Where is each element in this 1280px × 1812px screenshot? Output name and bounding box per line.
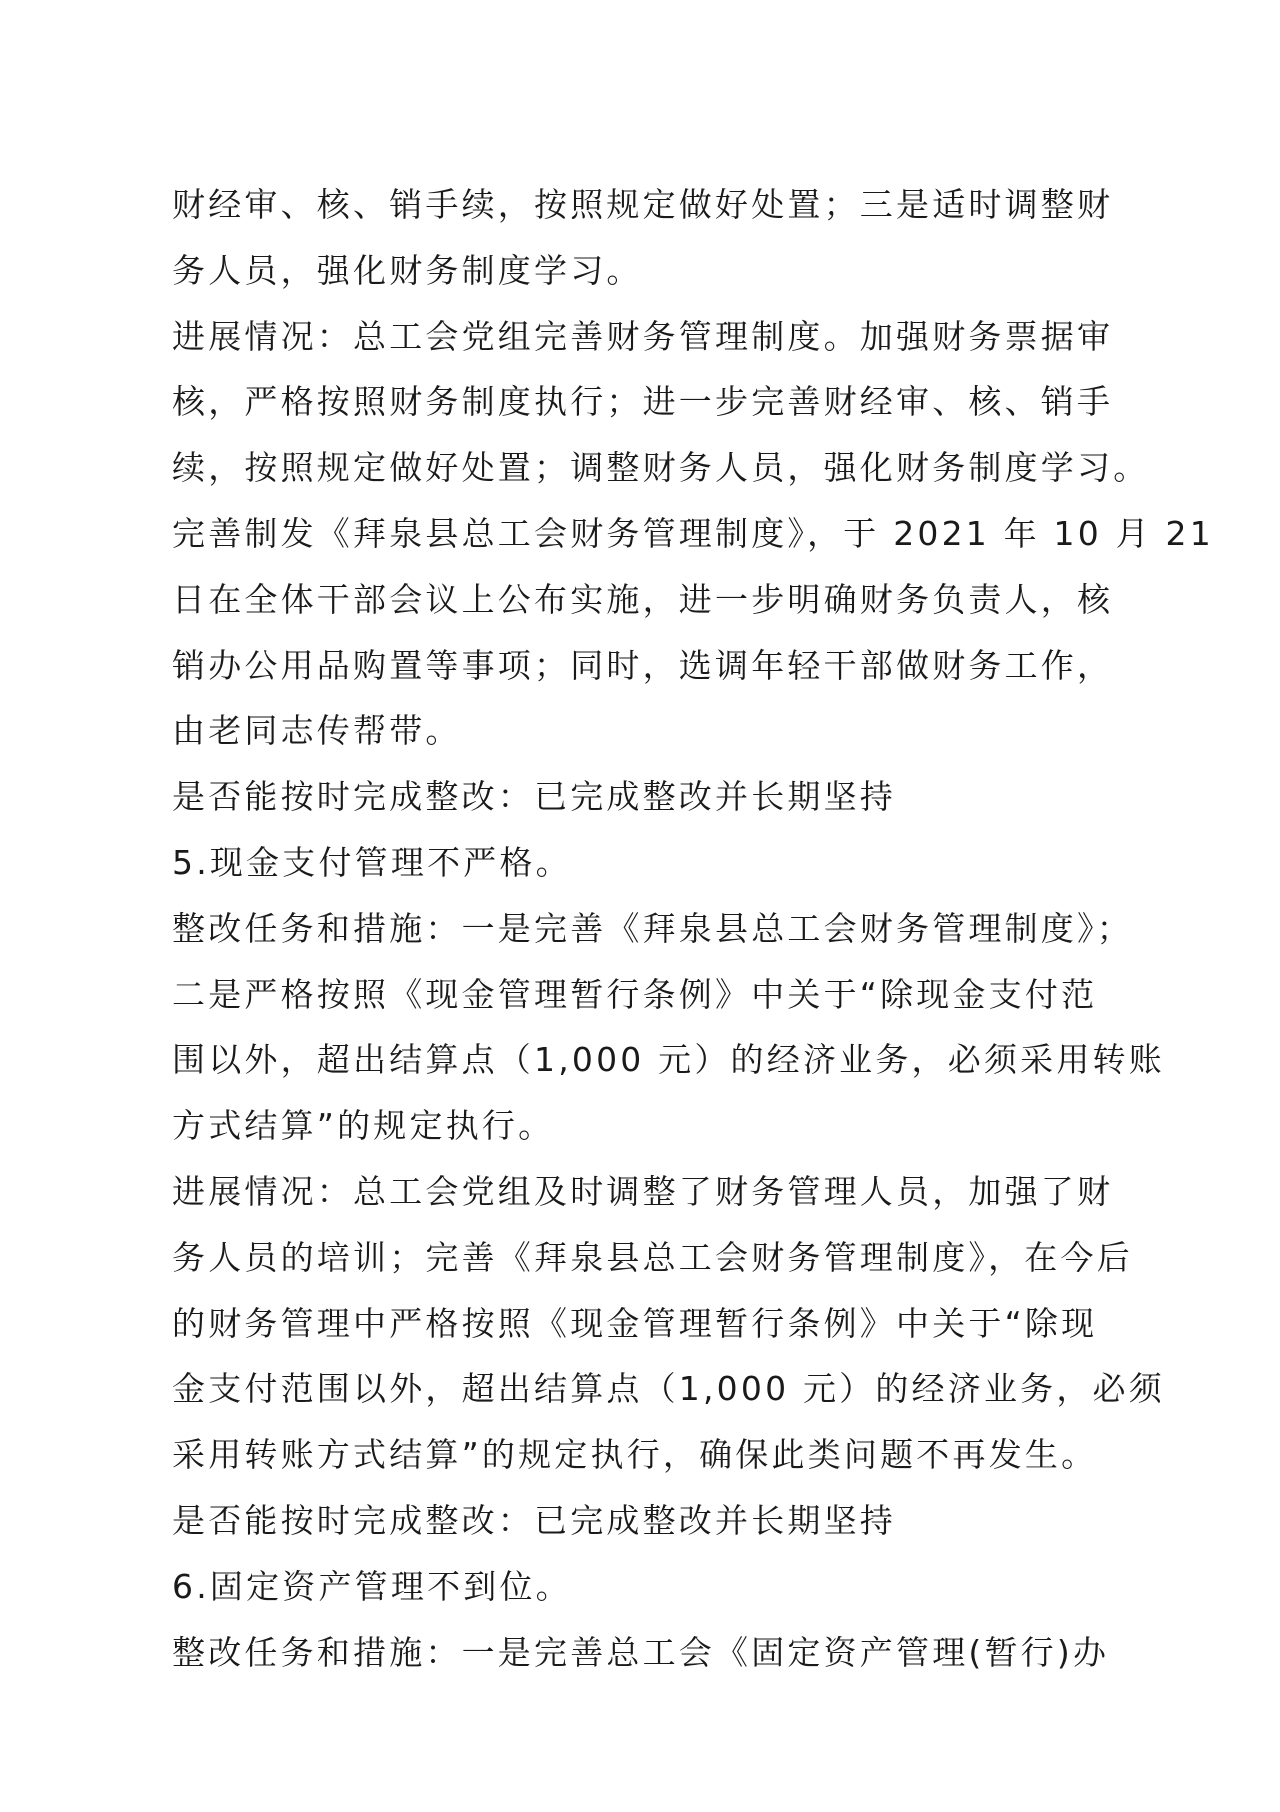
text-line: 整改任务和措施：一是完善总工会《固定资产管理(暂行)办 [172, 1632, 1110, 1672]
text-line: 围以外，超出结算点（1,000 元）的经济业务，必须采用转账 [172, 1040, 1165, 1080]
text-line: 核，严格按照财务制度执行；进一步完善财经审、核、销手 [172, 382, 1114, 422]
text-line: 务人员，强化财务制度学习。 [172, 250, 643, 290]
document-body [172, 172, 1214, 1685]
text-line: 销办公用品购置等事项；同时，选调年轻干部做财务工作， [172, 645, 1114, 685]
text-line: 采用转账方式结算”的规定执行，确保此类问题不再发生。 [172, 1435, 1098, 1475]
text-line: 二是严格按照《现金管理暂行条例》中关于“除现金支付范 [172, 974, 1098, 1014]
section-heading: 5.现金支付管理不严格。 [172, 842, 572, 882]
section-heading: 6.固定资产管理不到位。 [172, 1566, 572, 1606]
text-line: 由老同志传帮带。 [172, 711, 462, 751]
text-line: 整改任务和措施：一是完善《拜泉县总工会财务管理制度》； [172, 908, 1133, 948]
text-line: 方式结算”的规定执行。 [172, 1106, 555, 1146]
text-line: 日在全体干部会议上公布实施，进一步明确财务负责人，核 [172, 579, 1114, 619]
text-line: 的财务管理中严格按照《现金管理暂行条例》中关于“除现 [172, 1303, 1098, 1343]
text-line: 进展情况：总工会党组及时调整了财务管理人员，加强了财 [172, 1171, 1114, 1211]
text-line: 务人员的培训；完善《拜泉县总工会财务管理制度》，在今后 [172, 1237, 1133, 1277]
text-line: 进展情况：总工会党组完善财务管理制度。加强财务票据审 [172, 316, 1114, 356]
text-line: 是否能按时完成整改：已完成整改并长期坚持 [172, 777, 896, 817]
text-line: 金支付范围以外，超出结算点（1,000 元）的经济业务，必须 [172, 1369, 1165, 1409]
text-line: 完善制发《拜泉县总工会财务管理制度》，于 2021 年 10 月 21 [172, 513, 1214, 553]
text-line: 是否能按时完成整改：已完成整改并长期坚持 [172, 1500, 896, 1540]
text-line: 续，按照规定做好处置；调整财务人员，强化财务制度学习。 [172, 448, 1150, 488]
text-line: 财经审、核、销手续，按照规定做好处置；三是适时调整财 [172, 185, 1114, 224]
